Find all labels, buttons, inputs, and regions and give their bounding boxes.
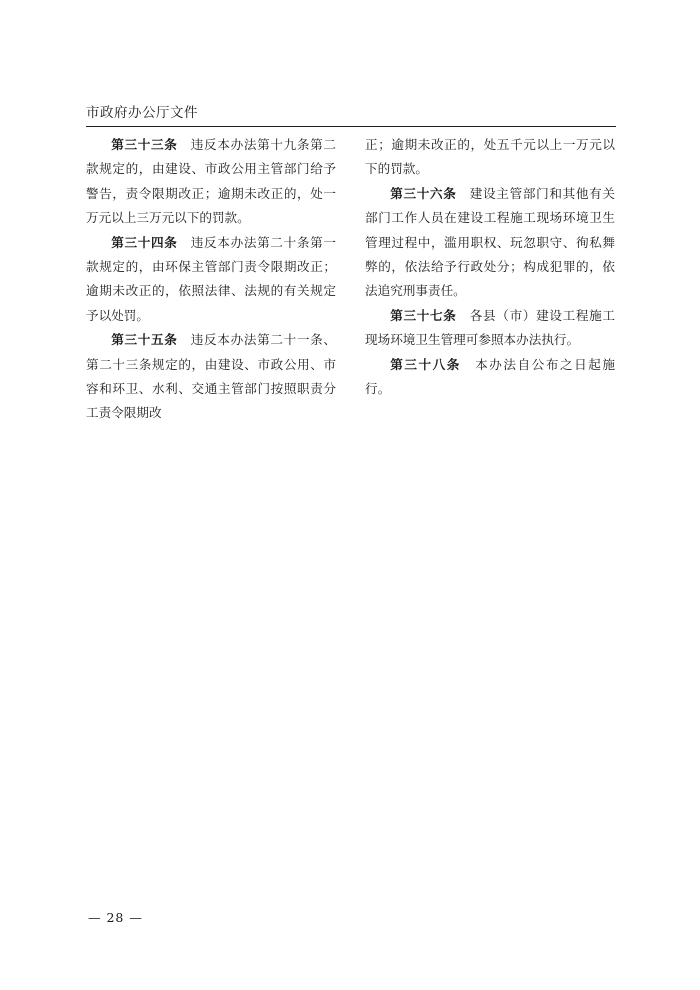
- article-number: 第三十三条: [111, 137, 178, 152]
- article-number: 第三十五条: [111, 332, 178, 348]
- continuation-paragraph: 正；逾期未改正的，处五千元以上一万元以下的罚款。: [365, 137, 615, 177]
- article-number: 第三十七条: [390, 307, 457, 323]
- article-paragraph: [86, 231, 336, 329]
- article-number: 第三十八条: [390, 356, 461, 372]
- article-text: 违反本办法第二十条第一款规定的，由环保主管部门责令限期改正；逾期未改正的，依照法律、法规的有关规定予以处罚。: [86, 234, 337, 323]
- header-rule: [86, 126, 616, 127]
- article-paragraph: [86, 133, 336, 231]
- article-text: 建设主管部门和其他有关部门工作人员在建设工程施工现场环境卫生管理过程中，滥用职权、玩忽职守、徇私舞弊的，依法给予行政处分；构成犯罪的，依法追究刑事责任。: [365, 185, 616, 299]
- article-paragraph: [365, 304, 615, 353]
- article-paragraph: [365, 353, 615, 402]
- article-paragraph: [365, 182, 615, 304]
- article-paragraph: [86, 328, 336, 426]
- page-number: — 28 —: [88, 910, 143, 925]
- article-number: 第三十六条: [390, 185, 457, 201]
- article-text: 各县（市）建设工程施工现场环境卫生管理可参照本办法执行。: [365, 307, 616, 348]
- article-text: 本办法自公布之日起施行。: [365, 356, 616, 397]
- left-column: [86, 133, 336, 426]
- right-column: [365, 133, 615, 401]
- page-header-title: 市政府办公厅文件: [86, 105, 198, 121]
- article-number: 第三十四条: [111, 234, 178, 250]
- article-text: 违反本办法第十九条第二款规定的，由建设、市政公用主管部门给予警告，责令限期改正；逾期未改正的，处一万元以上三万元以下的罚款。: [86, 137, 337, 226]
- article-text: 违反本办法第二十一条、第二十三条规定的，由建设、市政公用、市容和环卫、水利、交通主管部门按照职责分工责令限期改: [86, 332, 337, 421]
